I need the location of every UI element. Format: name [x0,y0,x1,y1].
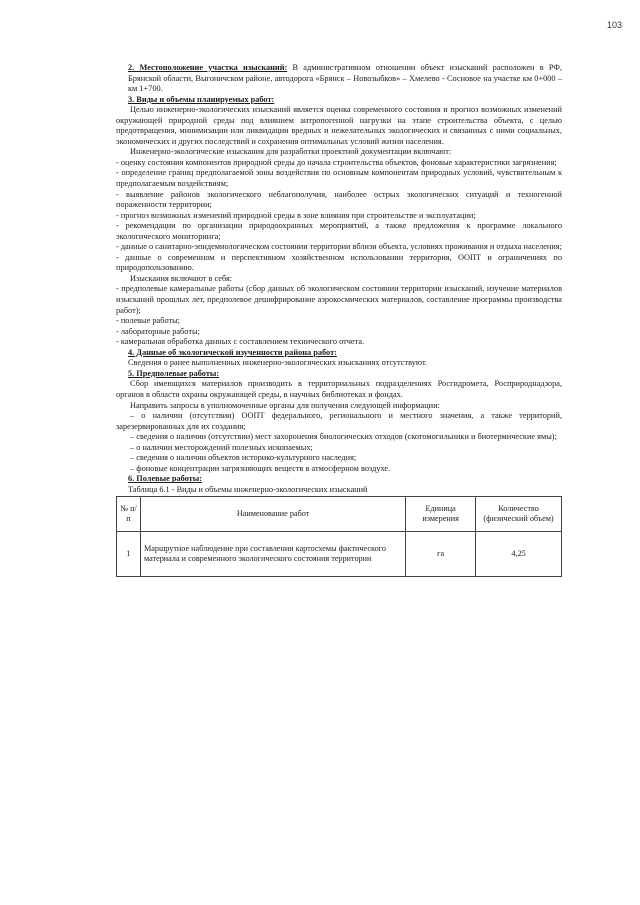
includes-intro: Изыскания включают в себя: [130,273,233,283]
request-intro: Направить запросы в уполномоченные органы для получения следующей информации: [130,400,440,410]
column-header: Количество (физический объем) [476,497,562,532]
list-item: - определение границ предполагаемой зоны воздействия по основным компонентам природных условий, чувствительным к предполагаемым воздействиям; [116,168,562,189]
list-item: - рекомендации по организации природоохранных мероприятий, а также предложения к программе локального экологического мониторинга; [116,221,562,241]
list-item: - выявление районов экологического неблагополучия, наиболее острых экологических ситуаций и техногенной пораженности территории; [116,189,562,210]
list-item: - данные о современном и перспективном хозяйственном использовании территория, ООПТ и ограничениях по природопользованию. [116,252,562,273]
section-6-heading-line [116,474,562,485]
section-3-heading: 3. Виды и объемы планируемых работ: [128,94,275,104]
section-2-text: В административном отношении объект изысканий расположен в РФ, Брянской области, Выгоничском районе, автодорога «Брянск – Новозыбков» – Хмелево - Сосновое на участке км 0+000 – км 1+700. [128,63,563,94]
section-6-heading: 6. Полевые работы: [128,474,202,484]
list-item: - предполевые камеральные работы (сбор данных об экологическом состоянии территории изысканий, изучение материалов изысканий прошлых лет, предполевое дешифрирование аэрокосмических материалов, составление программы производства работ); [116,284,562,315]
table-cell: 4,25 [476,532,562,577]
section-3-heading-line [116,95,562,106]
section-2-heading: 2. Местоположение участка изысканий: [128,63,288,72]
section-4-text: Сведения о ранее выполненных инженерно-экологических изысканиях отсутствуют. [128,358,428,368]
column-header: Наименование работ [140,497,405,532]
list-item: – фоновые концентрации загрязняющих веществ в атмосферном воздухе. [130,463,391,473]
list-item: – сведения о наличии (отсутствии) мест захоронения биологических отходов (скотомогильники и биотермические ямы); [130,432,557,442]
column-header: Единица измерения [406,497,476,532]
column-header: № п/п [117,497,141,532]
section-5-heading: 5. Предполевые работы: [128,368,220,378]
section-5-heading-line [116,369,562,380]
list-item: - лабораторные работы; [116,326,200,336]
list-item: - камеральная обработка данных с составлением технического отчета. [116,337,365,347]
section-3-paragraph: Целью инженерно-экологических изысканий является оценка современного состояния и прогноз возможных изменений окружающей природной среды под влиянием антропогенной нагрузки на этапе строительства объекта, с целью предотвращения, минимизации или ликвидации вредных и нежелательных экологических и связанных с ними социальных, экономических и других последствий и сохранения оптимальных условий жизни населения. [116,105,562,146]
page-number: 103 [606,20,622,30]
section-5-text: Сбор имеющихся материалов производить в территориальных подразделениях Росгидромета, Росприроднадзора, органов в области охраны окружающей среды, в научных библиотеках и фондах. [116,379,562,399]
list-item: – о наличии (отсутствии) ООПТ федерального, регионального и местного значения, а также территорий, зарезервированных для их создания; [116,411,562,431]
list-item: - прогноз возможных изменений природной среды в зоне влияния при строительстве и эксплуатации; [116,210,476,220]
table-header-row [117,497,562,532]
section-2 [116,63,562,95]
table-caption: Таблица 6.1 - Виды и объемы инженерно-экологических изысканий [128,484,368,494]
list-item: - полевые работы; [116,316,180,326]
table-row [117,532,562,577]
section-4-heading-line [116,348,562,359]
table-cell: 1 [117,532,141,577]
table-cell: Маршрутное наблюдение при составлении картосхемы фактического материала и современного экологического состояния территории [140,532,405,577]
list-item: - оценку состояния компонентов природной среды до начала строительства объектов, фоновые характеристики загрязнения; [116,157,557,167]
list-item: – сведения о наличии объектов историко-культурного наследия; [130,453,357,463]
list-item: – о наличии месторождений полезных ископаемых; [130,442,313,452]
list-item: - данные о санитарно-эпидемиологическом состоянии территории вблизи объекта, условиях проживания и отдыха населения; [116,242,562,252]
section-3-paragraph: Инженерно-экологические изыскания для разработки проектной документации включают: [130,147,452,157]
works-table [116,496,562,577]
document-body [116,63,562,577]
section-4-heading: 4. Данные об экологической изученности района работ: [128,347,337,357]
table-cell: га [406,532,476,577]
